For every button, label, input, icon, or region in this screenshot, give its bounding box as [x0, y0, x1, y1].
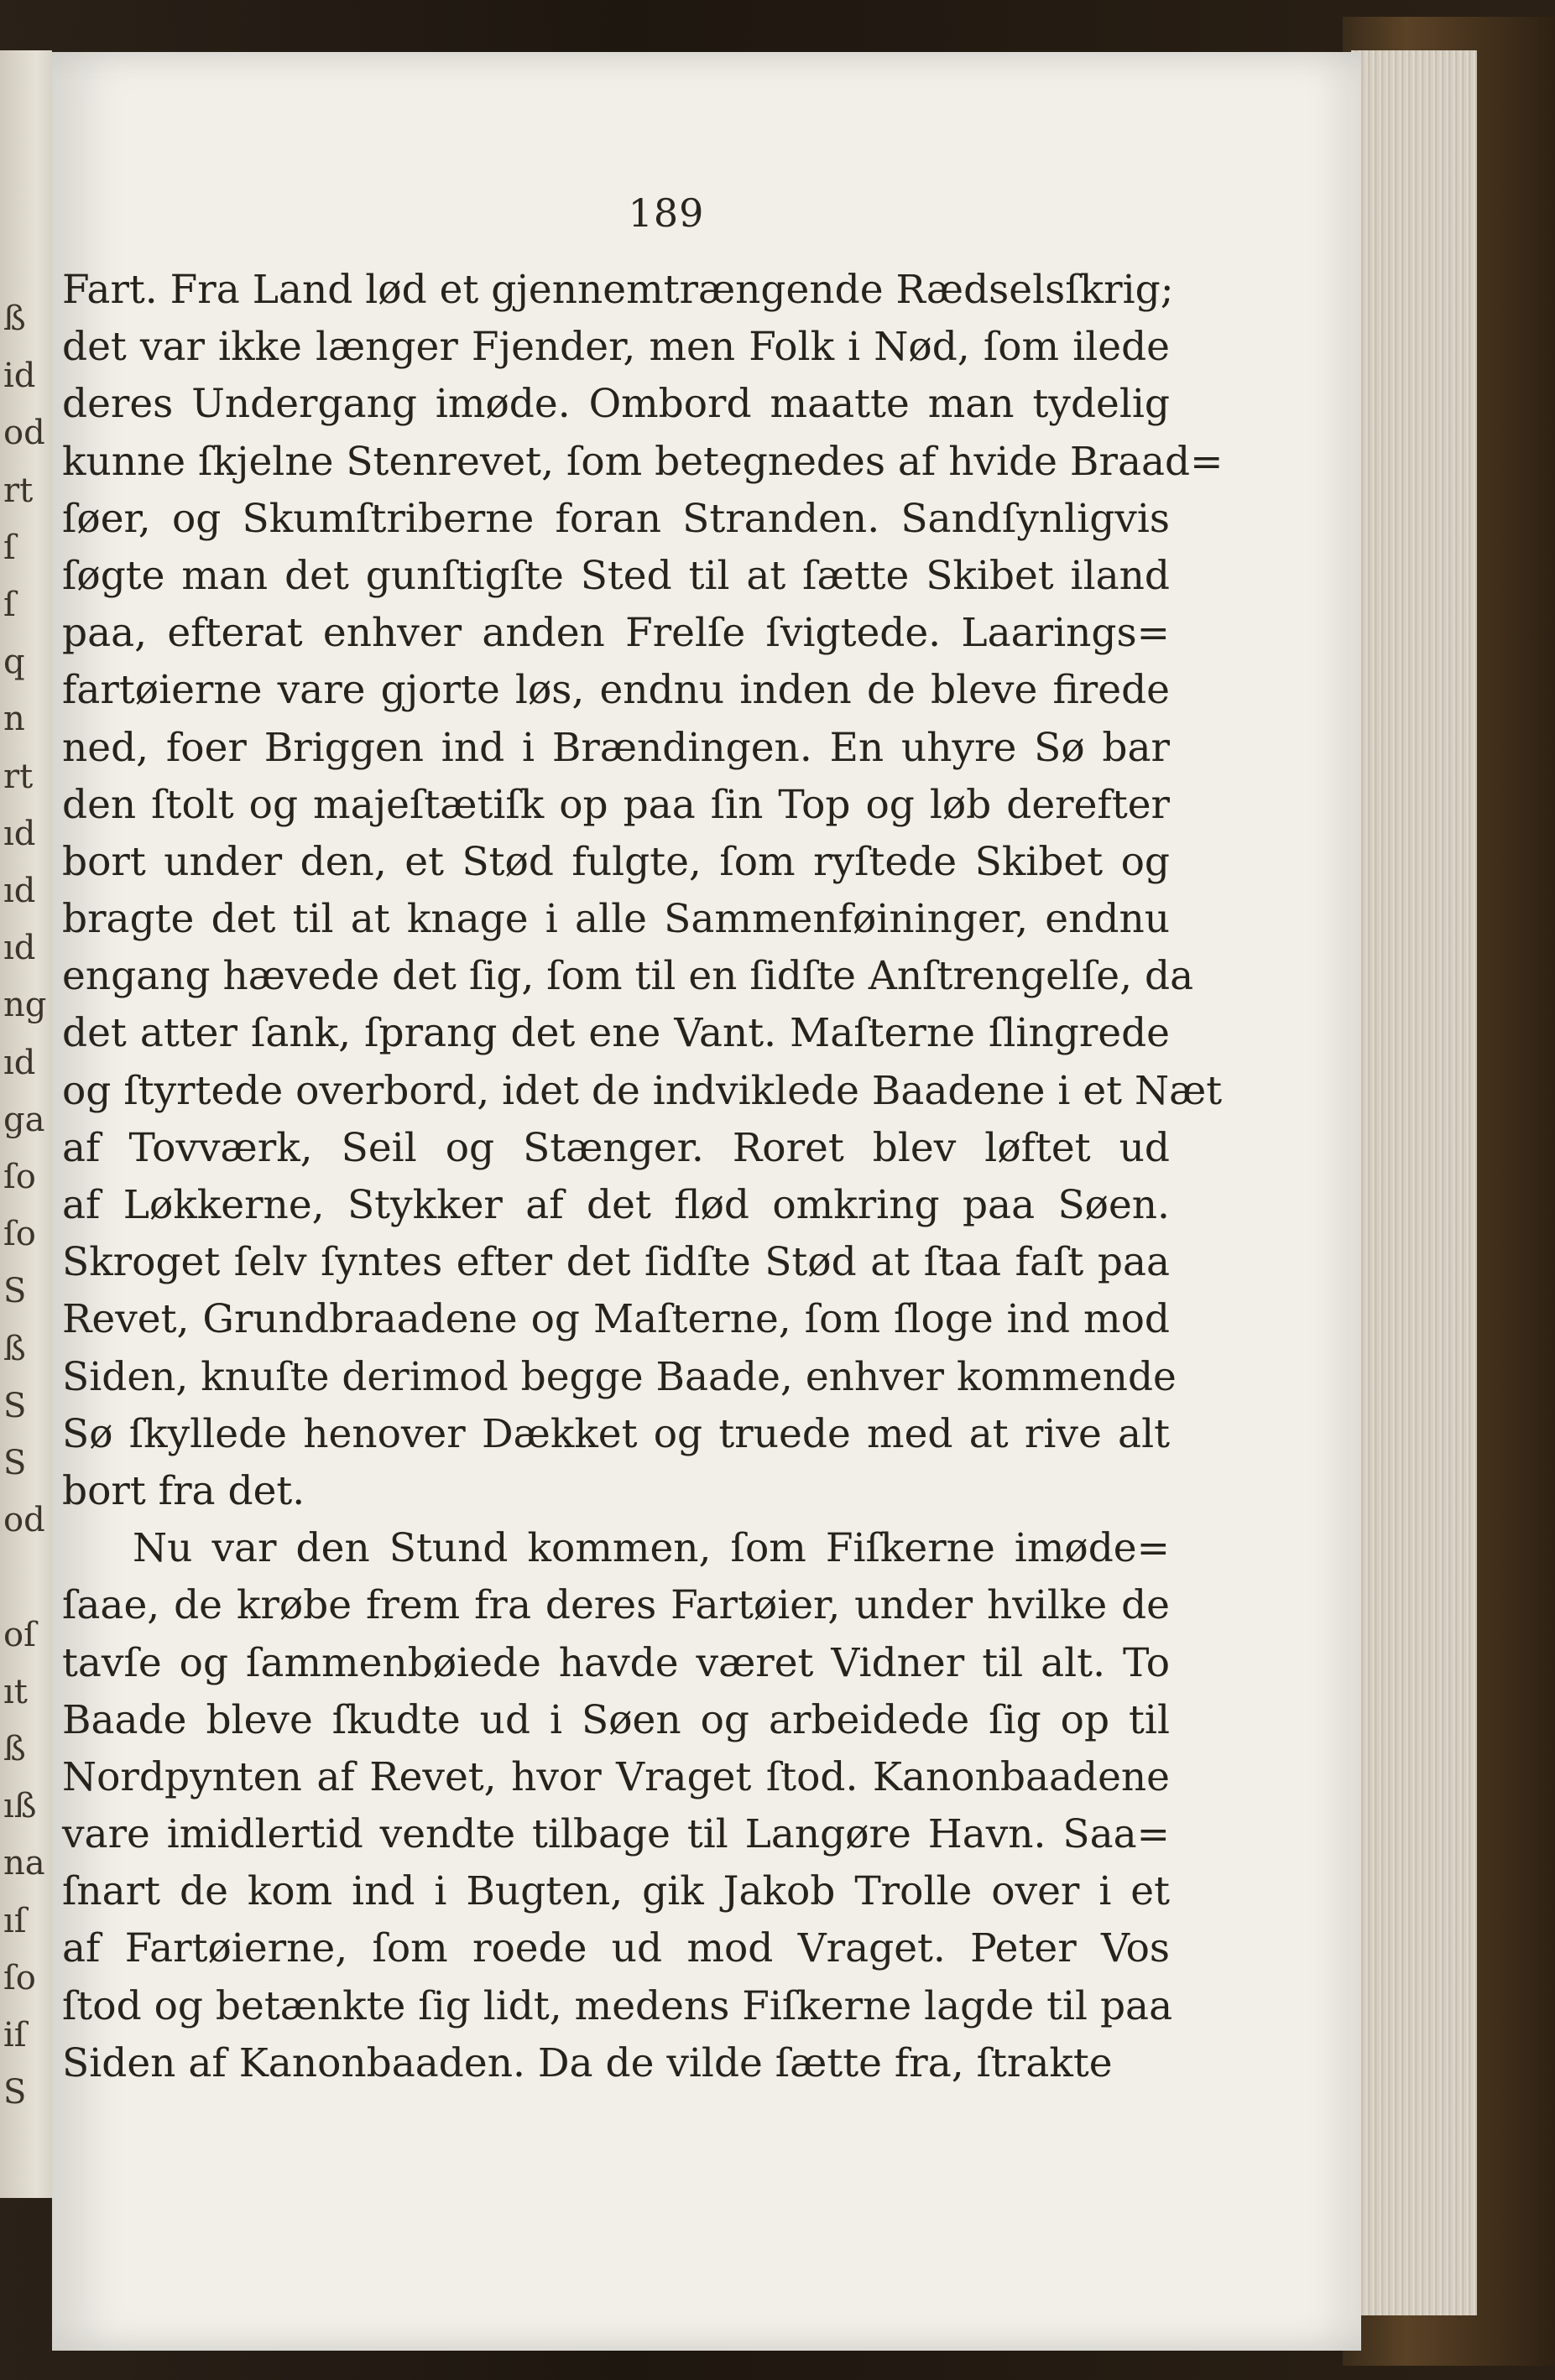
text-line: den ſtolt og majeſtætiſk op paa ſin Top og løb derefter [62, 781, 1170, 828]
text-line: Nu var den Stund kommen, ſom Fiſkerne imøde= [133, 1525, 1170, 1572]
page-number: 189 [628, 190, 705, 236]
previous-page-fragment: od [3, 1501, 45, 1540]
previous-page-fragment: ga [3, 1100, 45, 1139]
text-line: bragte det til at knage i alle Sammenføininger, endnu [62, 896, 1170, 943]
text-line: ſaae, de krøbe frem fra deres Fartøier, under hvilke de [62, 1582, 1170, 1629]
text-line: af Tovværk, Seil og Stænger. Roret blev løftet ud [62, 1124, 1170, 1171]
text-line: af Fartøierne, ſom roede ud mod Vraget. Peter Vos [62, 1925, 1170, 1972]
previous-page-fragment: ıd [3, 1043, 36, 1082]
previous-page-fragment: S [3, 2073, 27, 2112]
previous-page-fragment: ıd [3, 814, 36, 853]
previous-page-fragment: ıd [3, 929, 36, 968]
previous-page-fragment: S [3, 1272, 27, 1311]
text-line: Baade bleve ſkudte ud i Søen og arbeidede ſig op til [62, 1696, 1170, 1743]
text-line: Siden af Kanonbaaden. Da de vilde ſætte fra, ſtrakte [62, 2039, 1113, 2086]
previous-page-fragment: ß [3, 1329, 26, 1368]
text-line: ſnart de kom ind i Bugten, gik Jakob Trolle over i et [62, 1868, 1170, 1915]
text-line: fartøierne vare gjorte løs, endnu inden de bleve firede [62, 667, 1170, 714]
previous-page-fragment: ſ [3, 528, 16, 567]
text-line: Sø ſkyllede henover Dækket og truede med at rive alt [62, 1410, 1170, 1457]
text-line: Fart. Fra Land lød et gjennemtrængende Rædselsſkrig; [62, 267, 1174, 313]
previous-page-fragment: ß [3, 299, 26, 338]
text-line: bort under den, et Stød fulgte, ſom ryſtede Skibet og [62, 838, 1170, 885]
previous-page-fragment: ıſ [3, 1901, 27, 1940]
previous-page-fragment: od [3, 414, 45, 453]
book-page [52, 52, 1361, 2351]
previous-page-fragment: ß [3, 1730, 26, 1768]
text-line: bort fra det. [62, 1467, 305, 1514]
previous-page-fragment: rt [3, 757, 34, 796]
text-line: Nordpynten af Revet, hvor Vraget ſtod. Kanonbaadene [62, 1753, 1170, 1800]
previous-page-fragment: rt [3, 471, 34, 510]
previous-page-fragment: iſ [3, 2016, 27, 2055]
text-line: vare imidlertid vendte tilbage til Langøre Havn. Saa= [62, 1811, 1170, 1858]
previous-page-fragment: ſo [3, 1958, 36, 1997]
previous-page-fragment: oſ [3, 1615, 36, 1654]
previous-page-sliver [0, 50, 52, 2198]
previous-page-fragment: ng [3, 986, 47, 1025]
text-line: ſøer, og Skumſtriberne foran Stranden. Sandſynligvis [62, 495, 1170, 542]
previous-page-fragment: ıd [3, 872, 36, 910]
text-line: ned, foer Briggen ind i Brændingen. En uhyre Sø bar [62, 724, 1170, 771]
previous-page-fragment: na [3, 1844, 45, 1883]
previous-page-fragment: S [3, 1444, 27, 1482]
body-text [62, 262, 1224, 2092]
text-line: paa, efterat enhver anden Frelſe ſvigtede. Laarings= [62, 610, 1170, 657]
previous-page-fragment: id [3, 357, 36, 396]
previous-page-fragment: S [3, 1386, 27, 1425]
text-line: Skroget ſelv ſyntes efter det ſidſte Stød at ſtaa faſt paa [62, 1239, 1170, 1286]
text-line: ſtod og betænkte ſig lidt, medens Fiſkerne lagde til paa [62, 1982, 1173, 2029]
text-line: det atter ſank, ſprang det ene Vant. Maſterne ſlingrede [62, 1010, 1170, 1057]
text-line: deres Undergang imøde. Ombord maatte man tydelig [62, 381, 1170, 428]
text-line: af Løkkerne, Stykker af det flød omkring paa Søen. [62, 1182, 1170, 1228]
previous-page-fragment: ıß [3, 1787, 37, 1826]
text-line: ſøgte man det gunſtigſte Sted til at ſætte Skibet iland [62, 552, 1170, 599]
text-line: Siden, knuſte derimod begge Baade, enhver kommende [62, 1353, 1177, 1400]
text-line: det var ikke længer Fjender, men Folk i Nød, ſom ilede [62, 324, 1170, 371]
text-line: Revet, Grundbraadene og Maſterne, ſom ſloge ind mod [62, 1296, 1170, 1343]
text-line: engang hævede det ſig, ſom til en ſidſte Anſtrengelſe, da [62, 953, 1194, 1000]
text-line: og ſtyrtede overbord, idet de indviklede Baadene i et Næt [62, 1067, 1223, 1114]
page-stack-edge [1351, 50, 1477, 2315]
previous-page-fragment: ſo [3, 1215, 36, 1254]
text-line: tavſe og ſammenbøiede havde været Vidner til alt. To [62, 1639, 1170, 1686]
text-line: kunne ſkjelne Stenrevet, ſom betegnedes af hvide Braad= [62, 438, 1224, 485]
previous-page-fragment: q [3, 643, 25, 682]
previous-page-fragment: ſ [3, 586, 16, 624]
previous-page-fragment: ıt [3, 1672, 28, 1711]
previous-page-fragment: n [3, 700, 25, 739]
previous-page-fragment: ſo [3, 1158, 36, 1196]
